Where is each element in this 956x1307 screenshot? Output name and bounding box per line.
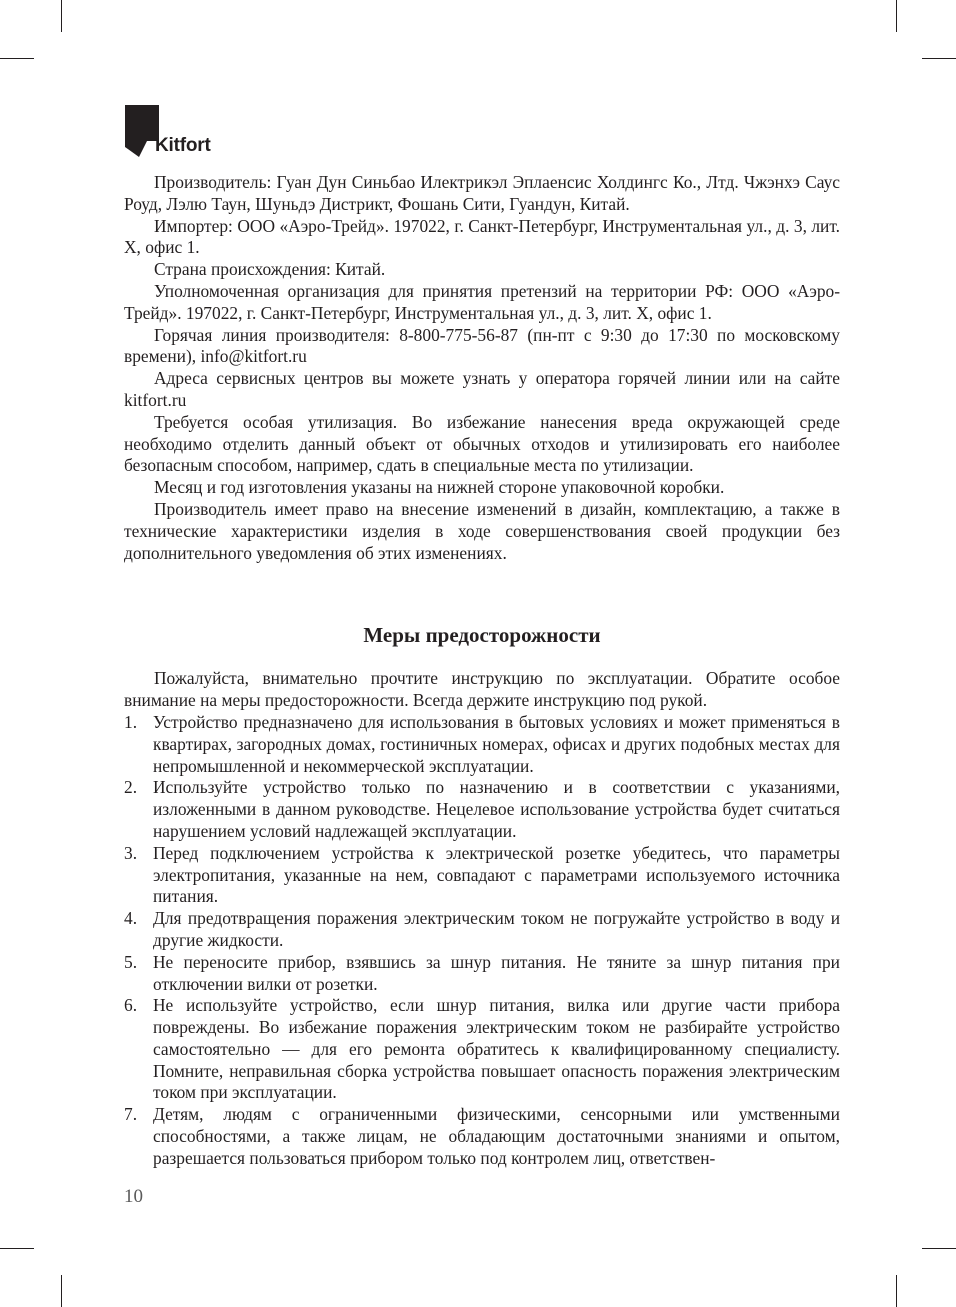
crop-mark-bottom-right (896, 1275, 897, 1307)
crop-mark-top-right (896, 0, 897, 32)
list-item-number: 7. (124, 1104, 138, 1125)
list-item (124, 777, 840, 842)
list-item-text: Используйте устройство только по назначению и в соответствии с указаниями, изложенными в данном руководстве. Нецелевое использование устройства будет считаться нарушением условий надлежащей эксплуатации. (153, 777, 840, 841)
info-paragraph: Производитель: Гуан Дун Синьбао Илектрикэл Эплаенсис Холдингс Ко., Лтд. Чжэнхэ Саус Роуд, Лэлю Таун, Шуньдэ Дистрикт, Фошань Сити, Гуандун, Китай. (124, 172, 840, 214)
crop-mark-bottom-left (61, 1275, 62, 1307)
crop-mark-right-bottom (922, 1248, 956, 1249)
list-item-text: Не переносите прибор, взявшись за шнур питания. Не тяните за шнур питания при отключении вилки от розетки. (153, 951, 840, 994)
info-paragraph: Импортер: ООО «Аэро-Трейд». 197022, г. Санкт-Петербург, Инструментальная ул., д. 3, лит. Х, офис 1. (124, 215, 840, 258)
section-intro: Пожалуйста, внимательно прочтите инструкцию по эксплуатации. Обратите особое внимание на меры предосторожности. Всегда держите инструкцию под рукой. (124, 668, 840, 711)
list-item (124, 952, 840, 996)
list-item-number: 3. (124, 842, 138, 863)
page-number: 10 (124, 1186, 143, 1207)
list-item-number: 5. (124, 951, 138, 972)
list-item (124, 712, 840, 777)
info-paragraph: Страна происхождения: Китай. (154, 259, 386, 280)
list-item (124, 995, 840, 1104)
info-paragraph: Производитель имеет право на внесение изменений в дизайн, комплектацию, а также в технические характеристики изделия в ходе совершенствования своей продукции без дополнительного уведомления об этих изменениях. (124, 498, 840, 563)
crop-mark-right-top (922, 58, 956, 59)
document-body (124, 172, 840, 1170)
crop-mark-top-left (61, 0, 62, 32)
crop-mark-left-bottom (0, 1248, 34, 1249)
info-paragraph: Месяц и год изготовления указаны на нижней стороне упаковочной коробки. (154, 477, 725, 498)
info-paragraph: Уполномоченная организация для принятия претензий на территории РФ: ООО «Аэро-Трейд». 197022, г. Санкт-Петербург, Инструментальная ул., д. 3, лит. Х, офис 1. (124, 280, 840, 323)
list-item (124, 1104, 840, 1169)
list-item-text: Детям, людям с ограниченными физическими, сенсорными или умственными способностями, а также лицам, не обладающим достаточными знаниями и опытом, разрешается пользоваться прибором только под контролем лиц, ответствен- (153, 1104, 840, 1168)
section-title: Меры предосторожности (363, 623, 601, 648)
info-paragraph: Горячая линия производителя: 8-800-775-56-87 (пн-пт с 9:30 до 17:30 по московскому времени), info@kitfort.ru (124, 324, 840, 367)
list-item-text: Устройство предназначено для использования в бытовых условиях и может применяться в квартирах, загородных домах, гостиничных номерах, офисах и других подобных местах для непромышленной и некоммерческой эксплуатации. (153, 711, 840, 776)
list-item-number: 4. (124, 908, 138, 929)
list-item-number: 6. (124, 995, 138, 1016)
info-paragraph: Требуется особая утилизация. Во избежание нанесения вреда окружающей среде необходимо отделить данный объект от обычных отходов и утилизировать его наиболее безопасным способом, например, сдать в специальные места по утилизации. (124, 411, 840, 476)
list-item-number: 1. (124, 711, 138, 732)
brand-name: Kitfort (155, 135, 211, 156)
list-item-text: Перед подключением устройства к электрической розетке убедитесь, что параметры электропитания, указанные на нем, совпадают с параметрами используемого источника питания. (153, 842, 840, 907)
info-paragraph: Адреса сервисных центров вы можете узнать у оператора горячей линии или на сайте kitfort.ru (124, 368, 840, 410)
precautions-list (124, 712, 840, 1170)
list-item-text: Для предотвращения поражения электрическим током не погружайте устройство в воду и другие жидкости. (153, 908, 840, 950)
list-item (124, 843, 840, 908)
list-item (124, 908, 840, 952)
crop-mark-left-top (0, 58, 34, 59)
list-item-number: 2. (124, 777, 138, 798)
list-item-text: Не используйте устройство, если шнур питания, вилка или другие части прибора повреждены. Во избежание поражения электрическим током не разбирайте устройство самостоятельно — для его ремонта обратитесь к квалифицированному специалисту. Помните, неправильная сборка устройства повышает опасность поражения электрическим током при эксплуатации. (153, 995, 840, 1103)
